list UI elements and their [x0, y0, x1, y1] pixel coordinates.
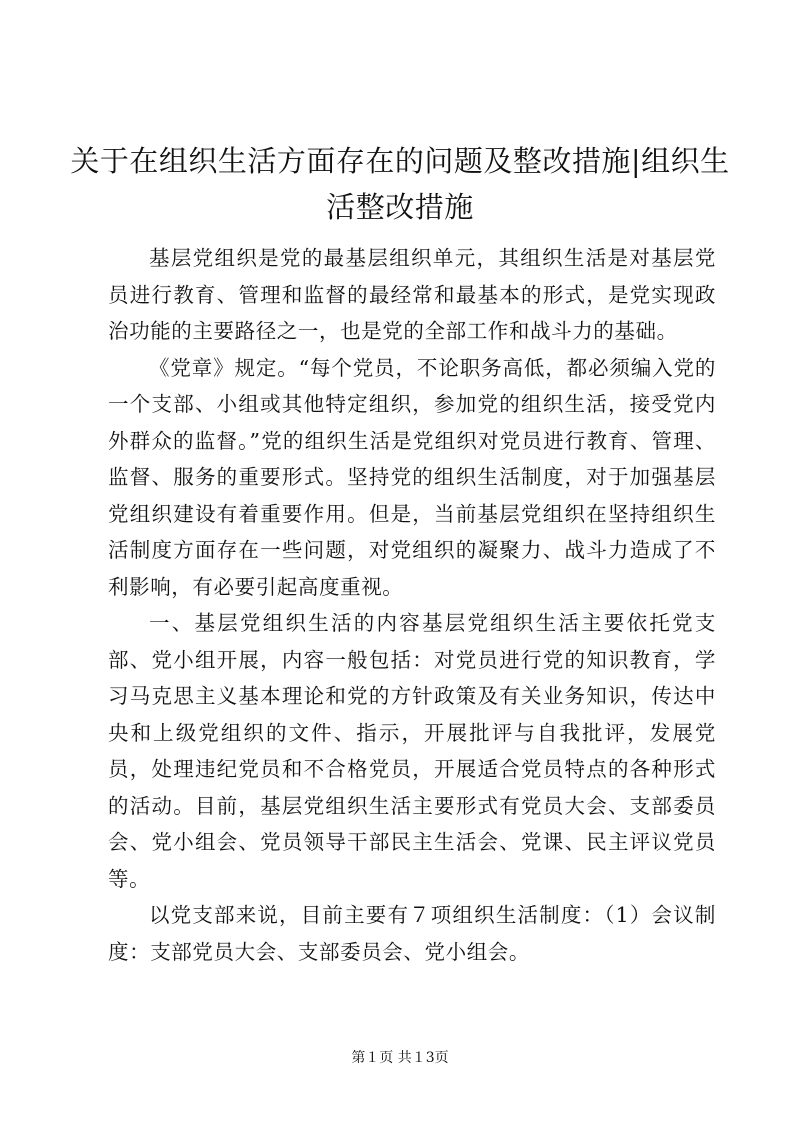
paragraph: 《党章》规定。“每个党员，不论职务高低，都必须编入党的一个支部、小组或其他特定组织，参加党的组织生活，接受党内外群众的监督。”党的组织生活是党组织对党员进行教育、管理、监督、服务的重要形式。坚持党的组织生活制度，对于加强基层党组织建设有着重要作用。但是，当前基层党组织在坚持组织生活制度方面存在一些问题，对党组织的凝聚力、战斗力造成了不利影响，有必要引起高度重视。: [108, 355, 716, 599]
paragraph: 基层党组织是党的最基层组织单元，其组织生活是对基层党员进行教育、管理和监督的最经常和最基本的形式，是党实现政治功能的主要路径之一，也是党的全部工作和战斗力的基础。: [108, 246, 716, 343]
document-body: [108, 240, 716, 970]
paragraph: 一、基层党组织生活的内容基层党组织生活主要依托党支部、党小组开展，内容一般包括：对党员进行党的知识教育，学习马克思主义基本理论和党的方针政策及有关业务知识，传达中央和上级党组织的文件、指示，开展批评与自我批评，发展党员，处理违纪党员和不合格党员，开展适合党员特点的各种形式的活动。目前，基层党组织生活主要形式有党员大会、支部委员会、党小组会、党员领导干部民主生活会、党课、民主评议党员等。: [108, 611, 716, 891]
document-title: 关于在组织生活方面存在的问题及整改措施|组织生活整改措施: [70, 144, 730, 224]
paragraph: 以党支部来说，目前主要有７项组织生活制度：（1）会议制度：支部党员大会、支部委员会、党小组会。: [108, 903, 716, 964]
page-number-footer: 第１页 共１3页: [351, 1050, 449, 1066]
